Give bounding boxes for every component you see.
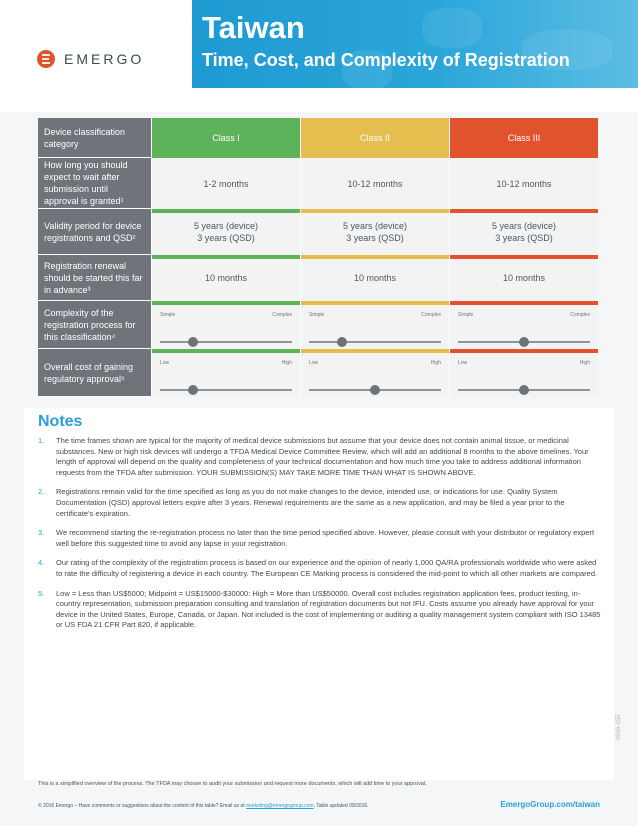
complexity-scale-class-3 [449, 301, 598, 349]
cell-value: 10 months [502, 273, 546, 283]
note-item [38, 528, 602, 549]
cost-scale-class-2 [300, 349, 449, 397]
table-row-approval-time [38, 158, 600, 209]
row-label: Complexity of the registration process for this classification⁴ [38, 301, 151, 349]
row-label: Validity period for device registrations and QSD² [38, 209, 151, 255]
note-text: Registrations remain valid for the time specified as long as you do not make changes to the device, intended use, or indications for use. Quality System Documentation (QSD) approval letters expire after 3 years. Renewal requirements are the same as a new application, and may be filed a year prior to the certificate's expiration. [56, 487, 565, 518]
row-label: Registration renewal should be started this far in advance³ [38, 255, 151, 301]
scale-marker [519, 337, 529, 347]
class-2-header: Class II [300, 118, 449, 158]
scale-marker [519, 385, 529, 395]
scale-high-label: High [579, 360, 590, 366]
scale-low-label: Low [458, 360, 468, 366]
scale-marker [337, 337, 347, 347]
cell-value: 10 months [204, 273, 248, 283]
website-link[interactable]: EmergoGroup.com/taiwan [500, 800, 600, 809]
class-1-stripe [152, 209, 300, 213]
complexity-scale-class-1 [151, 301, 300, 349]
note-number: 1. [38, 436, 45, 445]
class-3-stripe [450, 209, 598, 213]
table-cell [300, 158, 449, 209]
scale-high-label: High [430, 360, 441, 366]
note-number: 4. [38, 558, 45, 568]
table-row-renewal [38, 255, 600, 301]
scale-marker [188, 385, 198, 395]
class-1-header: Class I [151, 118, 300, 158]
class-2-stripe [301, 209, 449, 213]
table-cell [151, 158, 300, 209]
table-row-validity [38, 209, 600, 255]
class-1-stripe [152, 255, 300, 259]
note-item [38, 589, 602, 631]
scale-low-label: Simple [309, 312, 325, 318]
note-item [38, 436, 602, 478]
cell-value: 5 years (device) 3 years (QSD) [342, 221, 408, 243]
cell-value: 5 years (device) 3 years (QSD) [491, 221, 557, 243]
note-number: 3. [38, 528, 45, 538]
header [0, 0, 638, 112]
footer-copyright [38, 803, 369, 809]
table-row-cost [38, 349, 600, 397]
table-row-complexity [38, 301, 600, 349]
scale-track [309, 341, 441, 343]
scale-high-label: High [281, 360, 292, 366]
note-text: Our rating of the complexity of the registration process is based on our experience and the opinion of nearly 1,000 QA/RA professionals worldwide who were asked to rate the difficulty of registering a device in each country. The European CE Marking process is considered the mid-point to which all other markets are compared. [56, 558, 598, 578]
cell-value: 10-12 months [496, 178, 552, 189]
cell-value: 10 months [353, 273, 397, 283]
scale-track [160, 389, 292, 391]
copyright-prefix: © 2016 Emergo – Have comments or suggestions about the content of this table? Email us at [38, 803, 246, 809]
cost-scale-class-1 [151, 349, 300, 397]
table-cell [449, 255, 598, 301]
table-cell [449, 209, 598, 255]
scale-low-label: Low [309, 360, 319, 366]
email-link[interactable]: marketing@emergogroup.com [245, 803, 314, 809]
class-1-stripe [152, 301, 300, 305]
page-title: Taiwan [202, 10, 305, 45]
page-subtitle: Time, Cost, and Complexity of Registration [202, 50, 570, 70]
table-cell [449, 158, 598, 209]
class-1-stripe [152, 349, 300, 353]
scale-high-label: Complex [272, 312, 292, 318]
note-text: Low = Less than US$5000; Midpoint = US$15000-$30000: High = More than US$50000. Overall cost includes registration application fees, product testing, in-country representation, submission preparation consulting and translation of registration documents but not IFU. Costs assume you already have approval for your device in the United States, Europe, Canada, or Japan. Not included is the cost of implementing or auditing a quality management system compliant with ISO 13485 or US FDA 21 CFR Part 820, if applicable. [56, 588, 601, 630]
note-text: The time frames shown are typical for the majority of medical device submissions but assume that your device does not contain animal tissue, or medicinal substances. New or high risk devices will undergo a TFDA Medical Device Committee Review, which will add an additional 8 months to the above timelines. Your length of approval will depend on the quality and completeness of your technical documentation and how much time you take to address additional information requests from the TFDA after submission. YOUR SUBMISSION(S) MAY TAKE MORE TIME THAN WHAT IS SHOWN ABOVE. [56, 436, 589, 477]
note-text: We recommend starting the re-registration process no later than the time period specified above. However, please consult with your distributor or regulatory expert well before this suggested time to avoid any lapse in your registration. [56, 528, 595, 548]
note-item [38, 487, 602, 519]
scale-low-label: Simple [160, 312, 176, 318]
brand-name: EMERGO [64, 51, 145, 67]
copyright-suffix: . Table updated 09/2016. [313, 803, 369, 809]
cell-value: 5 years (device) 3 years (QSD) [193, 221, 259, 243]
scale-marker [188, 337, 198, 347]
class-3-stripe [450, 255, 598, 259]
table-cell [151, 255, 300, 301]
note-number: 2. [38, 487, 45, 497]
table-cell [151, 209, 300, 255]
scale-high-label: Complex [421, 312, 441, 318]
class-3-stripe [450, 349, 598, 353]
scale-track [309, 389, 441, 391]
emergo-logo-icon [36, 48, 56, 70]
scale-low-label: Simple [458, 312, 474, 318]
notes-list [38, 436, 602, 640]
table-header-label: Device classification category [38, 118, 151, 158]
cell-value: 1-2 months [203, 178, 249, 189]
footer-disclaimer: This is a simplified overview of the process. The TFDA may choose to audit your submission and request more documents, which will add time to your approval. [38, 781, 427, 787]
complexity-scale-class-2 [300, 301, 449, 349]
note-item [38, 558, 602, 579]
registration-table [38, 118, 600, 397]
document-code: 0916-155 [616, 714, 622, 740]
class-2-stripe [301, 255, 449, 259]
scale-track [458, 389, 590, 391]
scale-track [458, 341, 590, 343]
cell-value: 10-12 months [347, 178, 403, 189]
emergo-logo[interactable] [36, 48, 144, 70]
class-3-header: Class III [449, 118, 598, 158]
notes-heading: Notes [38, 413, 83, 430]
scale-low-label: Low [160, 360, 170, 366]
row-label: How long you should expect to wait after submission until approval is granted¹ [38, 158, 151, 209]
table-cell [300, 255, 449, 301]
class-3-stripe [450, 301, 598, 305]
scale-track [160, 341, 292, 343]
class-2-stripe [301, 349, 449, 353]
row-label: Overall cost of gaining regulatory approval⁵ [38, 349, 151, 397]
scale-high-label: Complex [570, 312, 590, 318]
note-number: 5. [38, 588, 45, 598]
cost-scale-class-3 [449, 349, 598, 397]
scale-marker [370, 385, 380, 395]
table-header-row [38, 118, 600, 158]
table-cell [300, 209, 449, 255]
class-2-stripe [301, 301, 449, 305]
